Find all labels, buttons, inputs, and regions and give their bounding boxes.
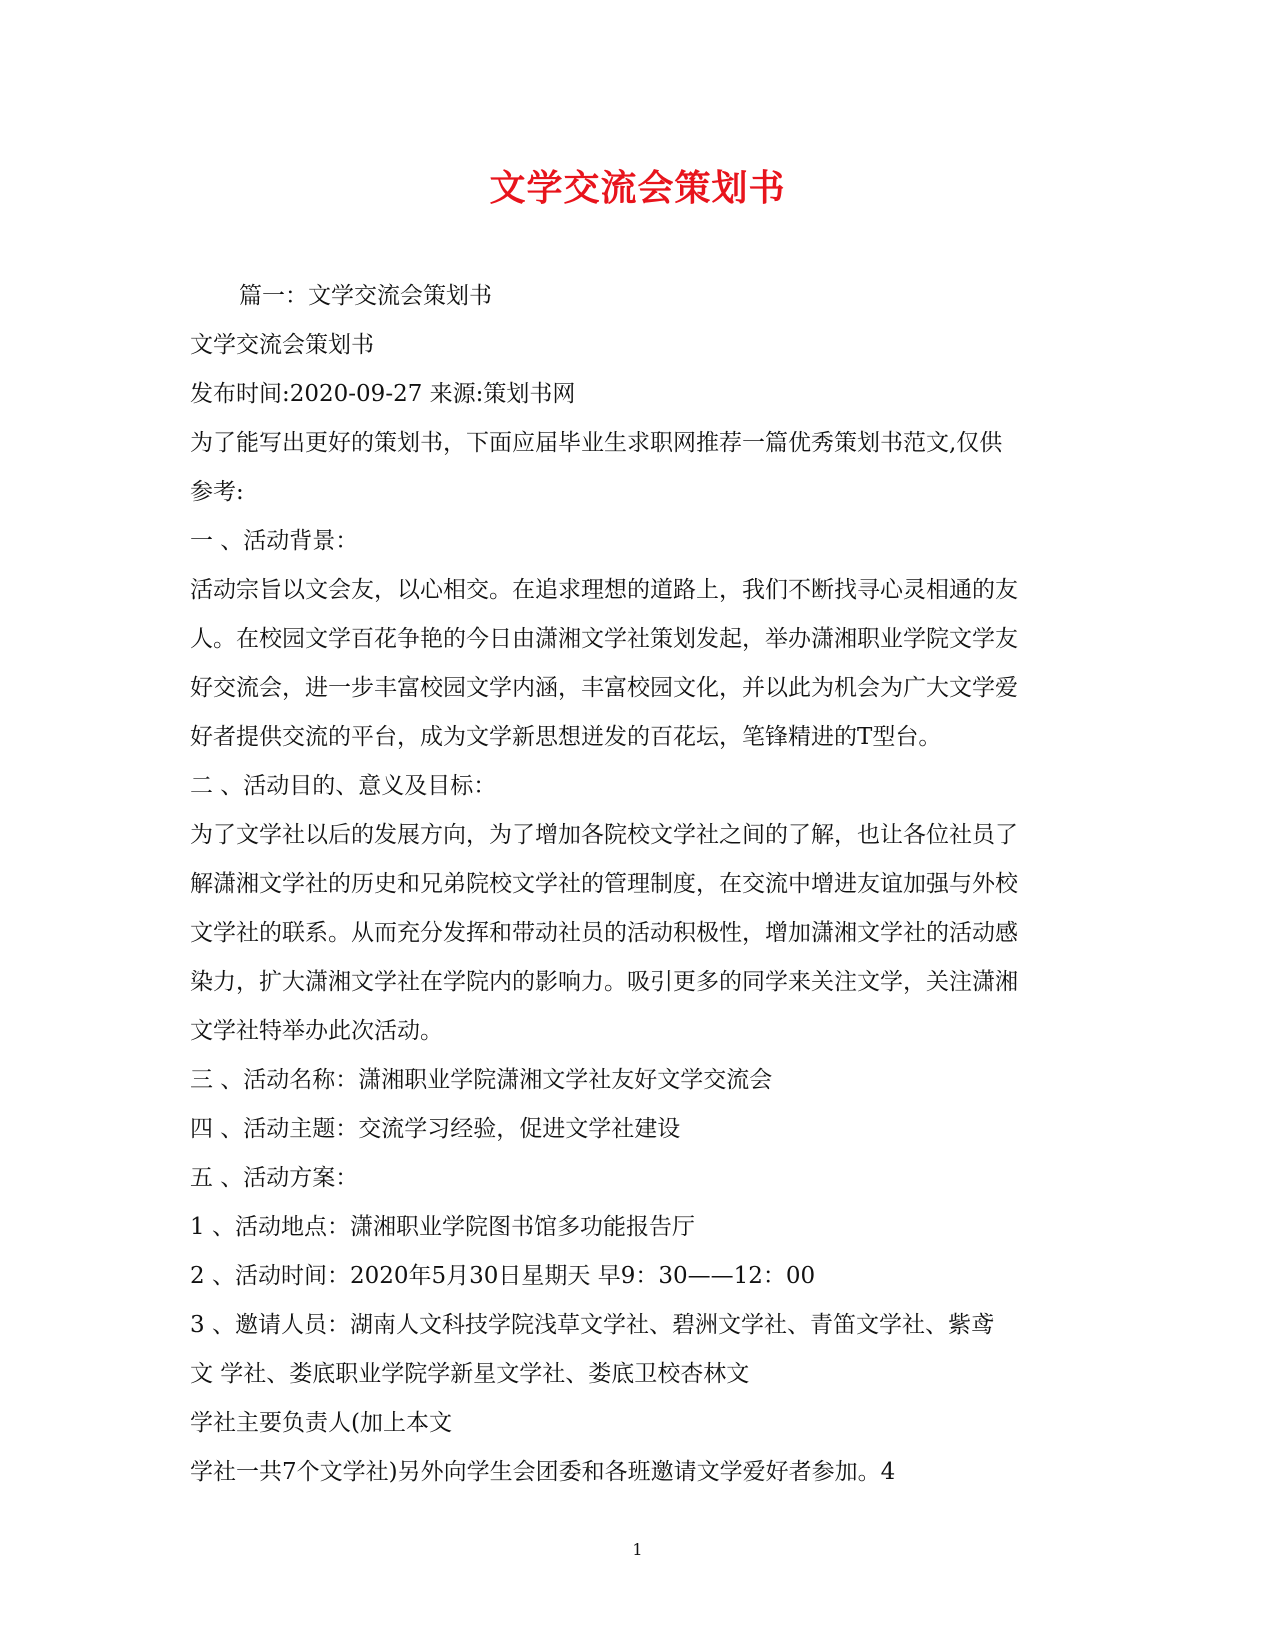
document-title: 文学交流会策划书 — [489, 167, 786, 209]
text-line: 好者提供交流的平台，成为文学新思想迸发的百花坛，笔锋精进的T型台。 — [190, 724, 942, 750]
text-line: 染力，扩大潇湘文学社在学院内的影响力。吸引更多的同学来关注文学，关注潇湘 — [190, 969, 1018, 995]
list-item: 3 、邀请人员：湖南人文科技学院浅草文学社、碧洲文学社、青笛文学社、紫鸢 — [190, 1312, 994, 1338]
document-body — [190, 272, 1090, 1497]
text-line: 人。在校园文学百花争艳的今日由潇湘文学社策划发起，举办潇湘职业学院文学友 — [190, 626, 1018, 652]
text-line: 学社主要负责人(加上本文 — [190, 1410, 452, 1436]
heading-line: 五 、活动方案： — [190, 1165, 359, 1191]
heading-line: 四 、活动主题：交流学习经验，促进文学社建设 — [190, 1116, 681, 1142]
page-number: 1 — [632, 1540, 643, 1559]
text-line: 文 学社、娄底职业学院学新星文学社、娄底卫校杏林文 — [190, 1361, 750, 1387]
list-item: 1 、活动地点：潇湘职业学院图书馆多功能报告厅 — [190, 1214, 695, 1240]
text-line: 解潇湘文学社的历史和兄弟院校文学社的管理制度，在交流中增进友谊加强与外校 — [190, 871, 1018, 897]
text-line: 为了能写出更好的策划书，下面应届毕业生求职网推荐一篇优秀策划书范文,仅供 — [190, 430, 1003, 456]
list-item: 2 、活动时间：2020年5月30日星期天 早9：30——12：00 — [190, 1263, 816, 1289]
section-heading: 篇一：文学交流会策划书 — [239, 283, 492, 309]
text-line: 好交流会，进一步丰富校园文学内涵，丰富校园文化，并以此为机会为广大文学爱 — [190, 675, 1018, 701]
text-line: 文学社特举办此次活动。 — [190, 1018, 443, 1044]
subtitle-line: 文学交流会策划书 — [190, 332, 374, 358]
text-line: 活动宗旨以文会友，以心相交。在追求理想的道路上，我们不断找寻心灵相通的友 — [190, 577, 1018, 603]
text-line: 参考: — [190, 479, 244, 505]
text-line: 学社一共7个文学社)另外向学生会团委和各班邀请文学爱好者参加。4 — [190, 1459, 896, 1485]
text-line: 为了文学社以后的发展方向，为了增加各院校文学社之间的了解，也让各位社员了 — [190, 822, 1018, 848]
heading-line: 二 、活动目的、意义及目标： — [190, 773, 497, 799]
text-line: 文学社的联系。从而充分发挥和带动社员的活动积极性，增加潇湘文学社的活动感 — [190, 920, 1018, 946]
publish-info-line: 发布时间:2020-09-27 来源:策划书网 — [190, 381, 576, 407]
heading-line: 一 、活动背景： — [190, 528, 359, 554]
heading-line: 三 、活动名称：潇湘职业学院潇湘文学社友好文学交流会 — [190, 1067, 773, 1093]
